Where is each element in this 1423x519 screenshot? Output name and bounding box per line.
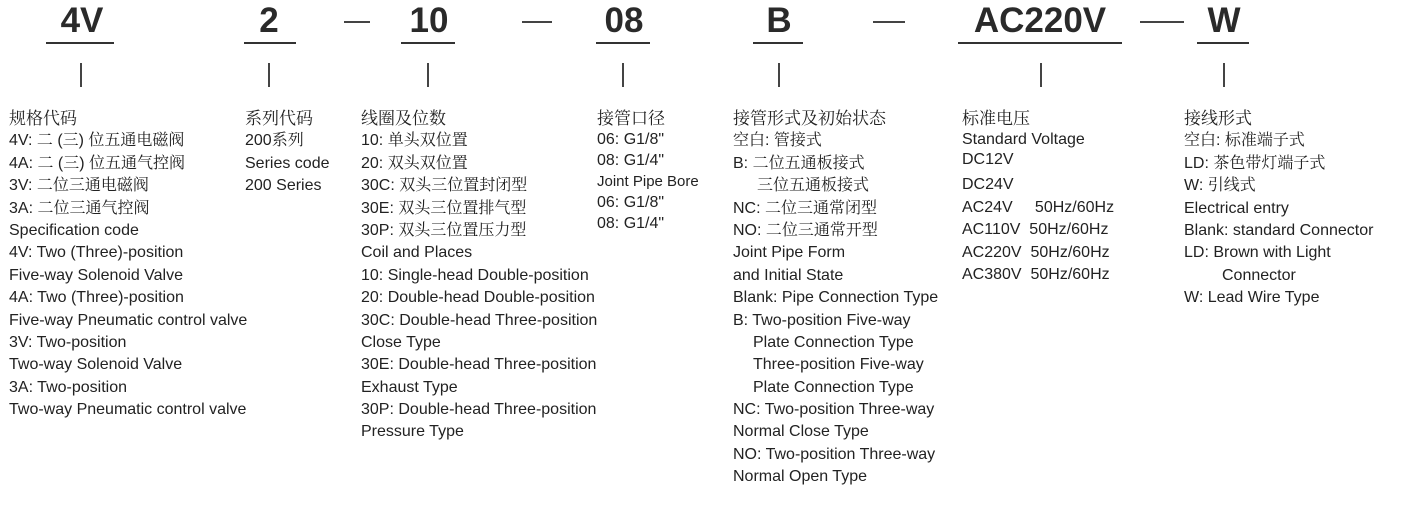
code-voltage: AC220V <box>973 1 1107 40</box>
pipe-form-line: B: Two-position Five-way <box>733 311 911 329</box>
code-type-underline <box>244 42 296 44</box>
separator-dash-2 <box>522 21 552 23</box>
spec-code-line: 4A: 二 (三) 位五通气控阀 <box>9 154 186 172</box>
series-code-line: 200系列 <box>245 132 304 150</box>
connector-line-voltage <box>1040 63 1042 87</box>
pipe-form-line: Plate Connection Type <box>753 378 914 396</box>
pipe-form-line: Three-position Five-way <box>753 356 924 374</box>
code-wiring-underline <box>1197 42 1249 44</box>
pipe-bore-line: 06: G1/8" <box>597 194 665 211</box>
coil-places-line: 30C: Double-head Three-position <box>361 311 598 329</box>
pipe-form-line: Plate Connection Type <box>753 333 914 351</box>
spec-code-line: 3V: Two-position <box>9 333 127 351</box>
electrical-entry-line: W: 引线式 <box>1184 177 1256 195</box>
pipe-form-line: 空白: 管接式 <box>733 132 822 150</box>
code-form-underline <box>753 42 803 44</box>
voltage-line: AC380V 50Hz/60Hz <box>962 265 1110 283</box>
coil-places-line: 20: Double-head Double-position <box>361 289 595 307</box>
spec-code-line: 3A: 二位三通气控阀 <box>9 199 150 217</box>
coil-places-column <box>361 108 597 444</box>
connector-line-coil <box>427 63 429 87</box>
connector-line-type <box>268 63 270 87</box>
code-series-underline <box>46 42 114 44</box>
series-code-line: Series code <box>245 154 330 172</box>
separator-dash-4 <box>1140 21 1184 23</box>
spec-code-line: Two-way Solenoid Valve <box>9 356 183 374</box>
electrical-entry-line: Blank: standard Connector <box>1184 221 1374 239</box>
coil-places-line: 10: 单头双位置 <box>361 132 468 150</box>
pipe-form-line: 三位五通板接式 <box>757 177 870 195</box>
spec-code-line: 4V: 二 (三) 位五通电磁阀 <box>9 132 185 150</box>
connector-line-form <box>778 63 780 87</box>
electrical-entry-line: W: Lead Wire Type <box>1184 289 1320 307</box>
spec-code-line: 4A: Two (Three)-position <box>9 289 184 307</box>
spec-code-line: Two-way Pneumatic control valve <box>9 401 247 419</box>
spec-code-line: Five-way Solenoid Valve <box>9 266 184 284</box>
series-code-column <box>245 108 330 198</box>
code-type: 2 <box>259 1 279 40</box>
coil-places-heading: 线圈及位数 <box>361 109 446 128</box>
pipe-bore-column <box>597 108 699 234</box>
coil-places-line: 30E: 双头三位置排气型 <box>361 199 527 217</box>
connector-line-series <box>80 63 82 87</box>
pipe-form-line: Normal Close Type <box>733 423 869 441</box>
coil-places-line: Coil and Places <box>361 244 473 262</box>
pipe-bore-line: 06: G1/8" <box>597 131 665 148</box>
code-coil-underline <box>401 42 455 44</box>
separator-dash-1 <box>344 21 370 23</box>
spec-code-line: 4V: Two (Three)-position <box>9 244 184 262</box>
code-voltage-underline <box>958 42 1122 44</box>
series-code-line: 200 Series <box>245 177 322 195</box>
code-wiring: W <box>1207 1 1241 40</box>
code-coil: 10 <box>409 1 449 40</box>
code-series: 4V <box>60 1 104 40</box>
coil-places-line: Close Type <box>361 333 441 351</box>
pipe-form-line: Normal Open Type <box>733 468 867 486</box>
pipe-form-line: and Initial State <box>733 266 844 284</box>
coil-places-line: 30P: Double-head Three-position <box>361 401 597 419</box>
electrical-entry-column <box>1184 108 1373 310</box>
voltage-line: AC110V 50Hz/60Hz <box>962 221 1109 239</box>
coil-places-line: Exhaust Type <box>361 378 458 396</box>
pipe-bore-line: Joint Pipe Bore <box>597 173 699 190</box>
pipe-form-line: NC: 二位三通常闭型 <box>733 199 878 217</box>
voltage-heading: 标准电压 <box>962 109 1030 128</box>
spec-code-line: 3V: 二位三通电磁阀 <box>9 177 149 195</box>
pipe-form-line: Blank: Pipe Connection Type <box>733 289 939 307</box>
pipe-form-line: B: 二位五通板接式 <box>733 154 865 172</box>
voltage-column <box>962 108 1114 286</box>
connector-line-wiring <box>1223 63 1225 87</box>
coil-places-line: Pressure Type <box>361 423 464 441</box>
coil-places-line: 30P: 双头三位置压力型 <box>361 221 527 239</box>
pipe-form-line: NC: Two-position Three-way <box>733 401 935 419</box>
spec-code-line: Five-way Pneumatic control valve <box>9 311 248 329</box>
coil-places-line: 20: 双头双位置 <box>361 154 468 172</box>
spec-code-column <box>9 108 247 421</box>
pipe-bore-heading: 接管口径 <box>597 109 665 128</box>
spec-code-line: Specification code <box>9 221 139 239</box>
electrical-entry-line: 空白: 标准端子式 <box>1184 132 1305 150</box>
voltage-line: AC220V 50Hz/60Hz <box>962 243 1110 261</box>
spec-code-heading: 规格代码 <box>9 109 77 128</box>
connector-line-bore <box>622 63 624 87</box>
pipe-form-line: NO: Two-position Three-way <box>733 445 936 463</box>
electrical-entry-line: Electrical entry <box>1184 199 1289 217</box>
electrical-entry-heading: 接线形式 <box>1184 109 1252 128</box>
separator-dash-3 <box>873 21 905 23</box>
coil-places-line: 30C: 双头三位置封闭型 <box>361 177 528 195</box>
code-bore: 08 <box>604 1 644 40</box>
code-form: B <box>766 1 792 40</box>
pipe-form-heading: 接管形式及初始状态 <box>733 109 886 128</box>
electrical-entry-line: LD: 茶色带灯端子式 <box>1184 154 1326 172</box>
coil-places-line: 10: Single-head Double-position <box>361 266 589 284</box>
electrical-entry-line: Connector <box>1222 266 1296 284</box>
pipe-form-line: Joint Pipe Form <box>733 244 846 262</box>
voltage-line: DC24V <box>962 176 1014 194</box>
spec-code-line: 3A: Two-position <box>9 378 127 396</box>
pipe-form-line: NO: 二位三通常开型 <box>733 221 878 239</box>
pipe-bore-line: 08: G1/4" <box>597 152 665 169</box>
series-code-heading: 系列代码 <box>245 109 313 128</box>
coil-places-line: 30E: Double-head Three-position <box>361 356 597 374</box>
voltage-line: AC24V 50Hz/60Hz <box>962 198 1115 216</box>
pipe-form-column <box>733 108 938 489</box>
pipe-bore-line: 08: G1/4" <box>597 215 665 232</box>
code-bore-underline <box>596 42 650 44</box>
voltage-line: Standard Voltage <box>962 131 1085 149</box>
electrical-entry-line: LD: Brown with Light <box>1184 244 1331 262</box>
voltage-line: DC12V <box>962 151 1014 169</box>
